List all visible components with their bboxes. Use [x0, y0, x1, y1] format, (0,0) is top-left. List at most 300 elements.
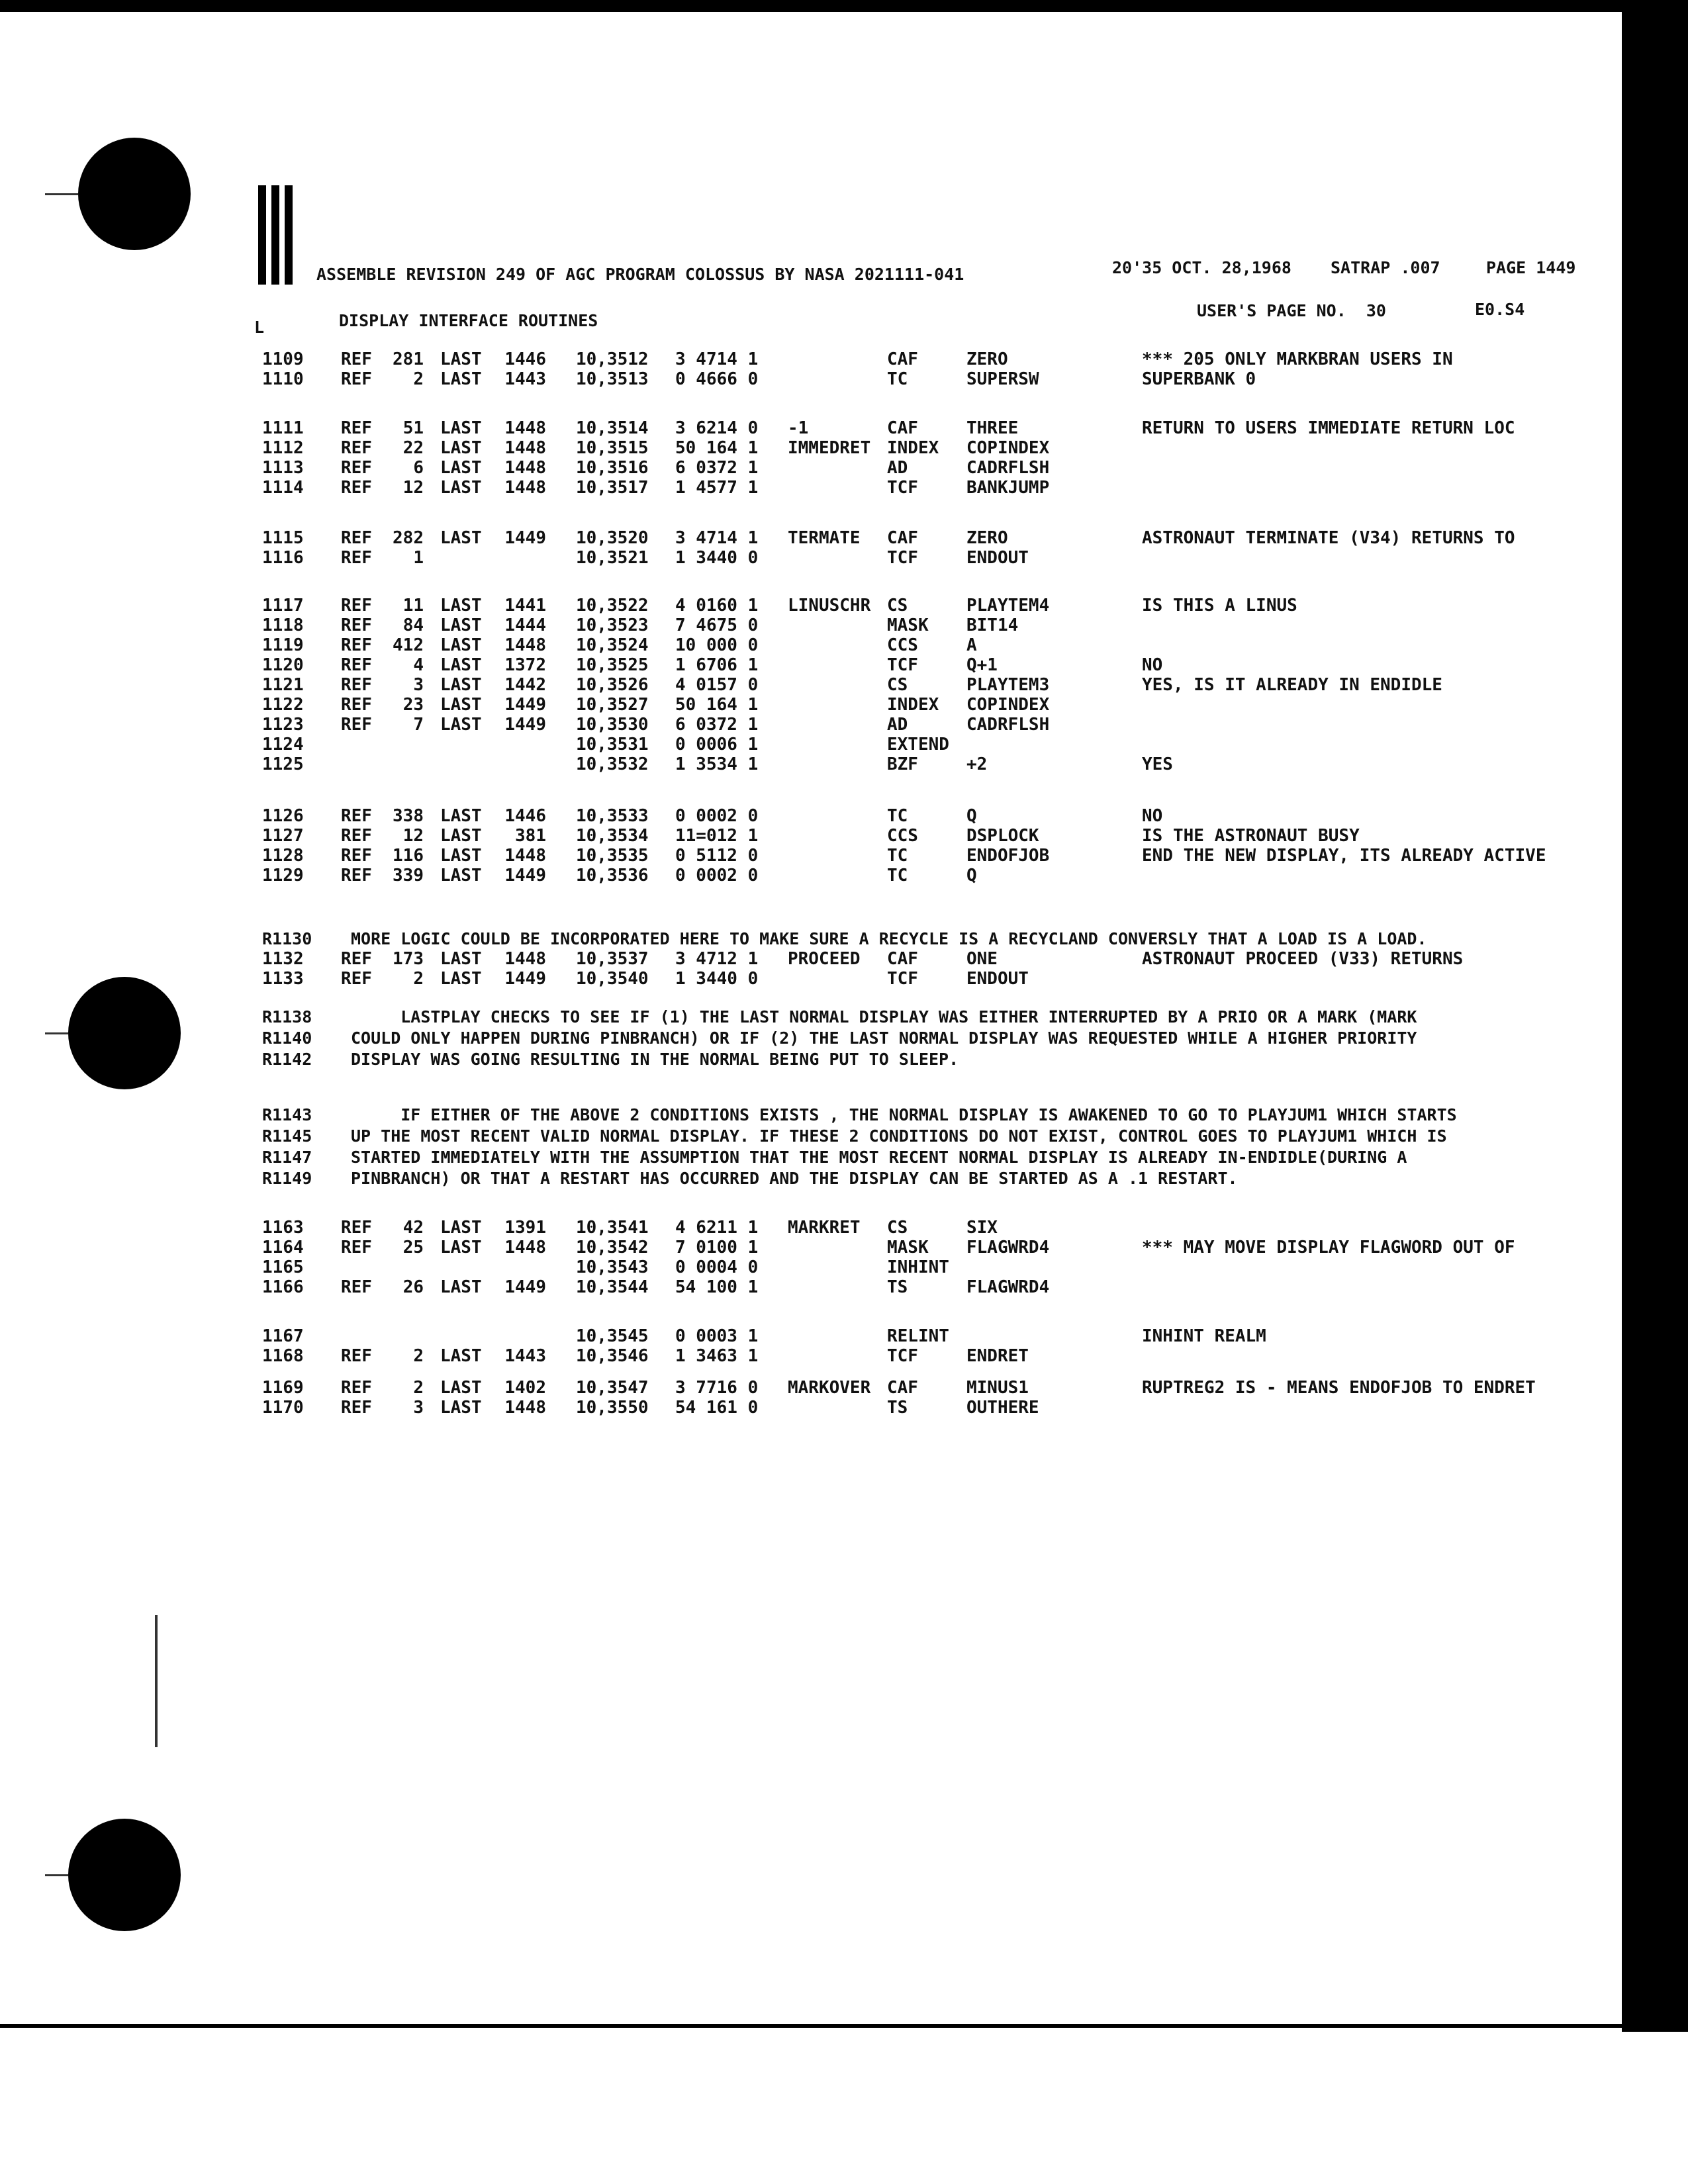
scan-mark [45, 193, 78, 195]
octal-word: 0 0004 0 [675, 1257, 759, 1277]
octal-word: 1 3534 1 [675, 754, 759, 774]
comment-line [0, 1007, 1622, 1030]
octal-word: 1 4577 1 [675, 478, 759, 498]
last-keyword: LAST [440, 349, 482, 369]
operand: ENDOUT [966, 969, 1029, 989]
octal-word: 1 3440 0 [675, 548, 759, 568]
line-number: 1167 [262, 1326, 304, 1346]
line-number: 1124 [262, 735, 304, 754]
operand: Q [966, 806, 977, 826]
address: 10,3530 [576, 715, 649, 735]
octal-word: 0 0002 0 [675, 866, 759, 886]
ref-count: 7 [413, 715, 424, 735]
line-number: 1120 [262, 655, 304, 675]
ref-count: 51 [402, 418, 424, 438]
octal-word: 10 000 0 [675, 635, 759, 655]
last-keyword: LAST [440, 826, 482, 846]
listing-row [0, 418, 1622, 438]
octal-word: 3 6214 0 [675, 418, 759, 438]
operand: Q+1 [966, 655, 998, 675]
last-keyword: LAST [440, 418, 482, 438]
octal-word: 1 3463 1 [675, 1346, 759, 1366]
listing-row [0, 866, 1622, 886]
ref-count: 2 [413, 1346, 424, 1366]
opcode: TCF [887, 548, 918, 568]
comment: END THE NEW DISPLAY, ITS ALREADY ACTIVE [1142, 846, 1546, 866]
ref-count: 6 [413, 458, 424, 478]
address: 10,3522 [576, 596, 649, 615]
last-line: 1446 [504, 349, 546, 369]
octal-word: 3 4712 1 [675, 949, 759, 969]
last-keyword: LAST [440, 596, 482, 615]
last-keyword: LAST [440, 969, 482, 989]
address: 10,3534 [576, 826, 649, 846]
ref-keyword: REF [341, 478, 372, 498]
ref-count: 2 [413, 969, 424, 989]
comment-line [0, 1028, 1622, 1051]
last-line: 1402 [504, 1378, 546, 1398]
line-number: R1145 [262, 1126, 312, 1146]
opcode: CS [887, 596, 908, 615]
operand: ZERO [966, 349, 1008, 369]
line-number: 1170 [262, 1398, 304, 1418]
listing-row [0, 438, 1622, 458]
address: 10,3540 [576, 969, 649, 989]
comment-line [0, 1148, 1622, 1170]
opcode: TCF [887, 969, 918, 989]
scan-mark [45, 1874, 68, 1876]
listing-row [0, 458, 1622, 478]
listing-row [0, 615, 1622, 635]
octal-word: 7 0100 1 [675, 1238, 759, 1257]
operand: CADRFLSH [966, 715, 1050, 735]
last-line: 1442 [504, 675, 546, 695]
ref-keyword: REF [341, 1218, 372, 1238]
ref-count: 12 [402, 478, 424, 498]
line-number: R1149 [262, 1169, 312, 1188]
line-number: R1138 [262, 1007, 312, 1026]
last-line: 1448 [504, 458, 546, 478]
operand: FLAGWRD4 [966, 1277, 1050, 1297]
tally-bars [257, 185, 297, 285]
opcode: TS [887, 1277, 908, 1297]
last-keyword: LAST [440, 1238, 482, 1257]
line-number: 1114 [262, 478, 304, 498]
ref-keyword: REF [341, 826, 372, 846]
comment-line [0, 1050, 1622, 1072]
last-keyword: LAST [440, 949, 482, 969]
octal-word: 11=012 1 [675, 826, 759, 846]
operand: ONE [966, 949, 998, 969]
address: 10,3514 [576, 418, 649, 438]
ref-keyword: REF [341, 1346, 372, 1366]
line-number: 1133 [262, 969, 304, 989]
address: 10,3537 [576, 949, 649, 969]
opcode: TCF [887, 655, 918, 675]
last-keyword: LAST [440, 695, 482, 715]
ref-keyword: REF [341, 1398, 372, 1418]
operand: CADRFLSH [966, 458, 1050, 478]
ref-count: 2 [413, 369, 424, 389]
comment: YES [1142, 754, 1173, 774]
address: 10,3515 [576, 438, 649, 458]
last-line: 1449 [504, 528, 546, 548]
opcode: INDEX [887, 438, 939, 458]
octal-word: 6 0372 1 [675, 458, 759, 478]
last-line: 1449 [504, 715, 546, 735]
last-line: 1448 [504, 846, 546, 866]
listing-row [0, 735, 1622, 754]
last-keyword: LAST [440, 1218, 482, 1238]
comment-text: UP THE MOST RECENT VALID NORMAL DISPLAY. IF THESE 2 CONDITIONS DO NOT EXIST, CONTROL GOES TO PLAYJUM1 WHICH IS [351, 1126, 1447, 1146]
ref-keyword: REF [341, 1238, 372, 1257]
opcode: CAF [887, 349, 918, 369]
octal-word: 0 0002 0 [675, 806, 759, 826]
address: 10,3536 [576, 866, 649, 886]
label: LINUSCHR [788, 596, 871, 615]
last-keyword: LAST [440, 635, 482, 655]
listing-row [0, 949, 1622, 969]
comment-line [0, 929, 1622, 952]
line-number: 1164 [262, 1238, 304, 1257]
line-number: 1128 [262, 846, 304, 866]
operand: ENDRET [966, 1346, 1029, 1366]
address: 10,3517 [576, 478, 649, 498]
ref-keyword: REF [341, 438, 372, 458]
comment-text: LASTPLAY CHECKS TO SEE IF (1) THE LAST NORMAL DISPLAY WAS EITHER INTERRUPTED BY A PRIO OR A MARK (MARK [351, 1007, 1417, 1026]
last-keyword: LAST [440, 715, 482, 735]
opcode: CS [887, 1218, 908, 1238]
line-number: 1116 [262, 548, 304, 568]
operand: ENDOUT [966, 548, 1029, 568]
opcode: TC [887, 866, 908, 886]
listing-row [0, 548, 1622, 568]
operand: SIX [966, 1218, 998, 1238]
comment-text: MORE LOGIC COULD BE INCORPORATED HERE TO MAKE SURE A RECYCLE IS A RECYCLAND CONVERSLY THAT A LOAD IS A LOAD. [351, 929, 1427, 948]
operand: FLAGWRD4 [966, 1238, 1050, 1257]
comment-line [0, 1169, 1622, 1191]
ref-count: 173 [393, 949, 424, 969]
punch-hole [78, 138, 191, 250]
last-keyword: LAST [440, 369, 482, 389]
line-number: 1129 [262, 866, 304, 886]
operand: COPINDEX [966, 695, 1050, 715]
scan-mark [155, 1615, 158, 1747]
comment-text: STARTED IMMEDIATELY WITH THE ASSUMPTION THAT THE MOST RECENT NORMAL DISPLAY IS ALREADY IN-ENDIDLE(DURING A [351, 1148, 1407, 1167]
octal-word: 7 4675 0 [675, 615, 759, 635]
address: 10,3535 [576, 846, 649, 866]
line-number: R1130 [262, 929, 312, 948]
address: 10,3527 [576, 695, 649, 715]
last-keyword: LAST [440, 846, 482, 866]
last-line: 1446 [504, 806, 546, 826]
octal-word: 4 0157 0 [675, 675, 759, 695]
comment: SUPERBANK 0 [1142, 369, 1256, 389]
listing-row [0, 1257, 1622, 1277]
last-line: 1448 [504, 949, 546, 969]
last-keyword: LAST [440, 1398, 482, 1418]
comment: IS THIS A LINUS [1142, 596, 1297, 615]
line-number: 1122 [262, 695, 304, 715]
comment: ASTRONAUT PROCEED (V33) RETURNS [1142, 949, 1464, 969]
line-number: 1127 [262, 826, 304, 846]
last-keyword: LAST [440, 615, 482, 635]
opcode: AD [887, 458, 908, 478]
line-number: R1147 [262, 1148, 312, 1167]
ref-count: 282 [393, 528, 424, 548]
operand: THREE [966, 418, 1019, 438]
label: PROCEED [788, 949, 861, 969]
comment: INHINT REALM [1142, 1326, 1266, 1346]
last-line: 1448 [504, 1238, 546, 1257]
octal-word: 0 5112 0 [675, 846, 759, 866]
listing-row [0, 1378, 1622, 1398]
last-keyword: LAST [440, 866, 482, 886]
comment: NO [1142, 806, 1163, 826]
line-number: 1168 [262, 1346, 304, 1366]
operand: Q [966, 866, 977, 886]
opcode: TC [887, 806, 908, 826]
line-number: 1123 [262, 715, 304, 735]
opcode: EXTEND [887, 735, 949, 754]
line-number: 1166 [262, 1277, 304, 1297]
octal-word: 50 164 1 [675, 438, 759, 458]
ref-count: 281 [393, 349, 424, 369]
opcode: CAF [887, 418, 918, 438]
octal-word: 1 3440 0 [675, 969, 759, 989]
ref-keyword: REF [341, 458, 372, 478]
comment: YES, IS IT ALREADY IN ENDIDLE [1142, 675, 1442, 695]
section-marker: L [254, 318, 265, 337]
listing-row [0, 695, 1622, 715]
operand: MINUS1 [966, 1378, 1029, 1398]
line-number: 1118 [262, 615, 304, 635]
address: 10,3524 [576, 635, 649, 655]
line-number: 1165 [262, 1257, 304, 1277]
last-line: 381 [515, 826, 546, 846]
address: 10,3545 [576, 1326, 649, 1346]
ref-count: 84 [402, 615, 424, 635]
line-number: 1109 [262, 349, 304, 369]
line-number: 1126 [262, 806, 304, 826]
ref-count: 25 [402, 1238, 424, 1257]
ref-count: 412 [393, 635, 424, 655]
ref-keyword: REF [341, 715, 372, 735]
last-keyword: LAST [440, 478, 482, 498]
operand: PLAYTEM3 [966, 675, 1050, 695]
address: 10,3550 [576, 1398, 649, 1418]
comment: RETURN TO USERS IMMEDIATE RETURN LOC [1142, 418, 1515, 438]
opcode: CAF [887, 1378, 918, 1398]
ref-count: 42 [402, 1218, 424, 1238]
last-keyword: LAST [440, 675, 482, 695]
scan-border-right [1622, 0, 1688, 2032]
opcode: TCF [887, 478, 918, 498]
listing-row [0, 1346, 1622, 1366]
ref-keyword: REF [341, 635, 372, 655]
last-keyword: LAST [440, 1378, 482, 1398]
label: MARKRET [788, 1218, 861, 1238]
last-keyword: LAST [440, 1346, 482, 1366]
operand: OUTHERE [966, 1398, 1039, 1418]
comment: ASTRONAUT TERMINATE (V34) RETURNS TO [1142, 528, 1515, 548]
last-line: 1448 [504, 418, 546, 438]
operand: +2 [966, 754, 988, 774]
comment-line [0, 1105, 1622, 1128]
address: 10,3513 [576, 369, 649, 389]
octal-word: 0 4666 0 [675, 369, 759, 389]
opcode: MASK [887, 1238, 929, 1257]
octal-word: 3 4714 1 [675, 528, 759, 548]
operand: BIT14 [966, 615, 1019, 635]
octal-word: 50 164 1 [675, 695, 759, 715]
opcode: INDEX [887, 695, 939, 715]
last-line: 1391 [504, 1218, 546, 1238]
opcode: MASK [887, 615, 929, 635]
line-number: 1110 [262, 369, 304, 389]
listing-row [0, 715, 1622, 735]
user-page-number: USER'S PAGE NO. 30 [1197, 301, 1386, 320]
label: -1 [788, 418, 809, 438]
ref-count: 338 [393, 806, 424, 826]
listing-row [0, 596, 1622, 615]
line-number: 1115 [262, 528, 304, 548]
ref-keyword: REF [341, 1378, 372, 1398]
line-number: 1169 [262, 1378, 304, 1398]
last-keyword: LAST [440, 458, 482, 478]
listing-row [0, 1218, 1622, 1238]
opcode: CAF [887, 528, 918, 548]
address: 10,3521 [576, 548, 649, 568]
last-keyword: LAST [440, 1277, 482, 1297]
address: 10,3512 [576, 349, 649, 369]
operand: SUPERSW [966, 369, 1039, 389]
operand: ENDOFJOB [966, 846, 1050, 866]
opcode: TC [887, 846, 908, 866]
ref-keyword: REF [341, 596, 372, 615]
address: 10,3542 [576, 1238, 649, 1257]
octal-word: 54 161 0 [675, 1398, 759, 1418]
ref-keyword: REF [341, 806, 372, 826]
ref-keyword: REF [341, 349, 372, 369]
operand: PLAYTEM4 [966, 596, 1050, 615]
opcode: CAF [887, 949, 918, 969]
ref-count: 11 [402, 596, 424, 615]
listing-row [0, 478, 1622, 498]
last-keyword: LAST [440, 806, 482, 826]
section-title: DISPLAY INTERFACE ROUTINES [339, 311, 598, 330]
octal-word: 54 100 1 [675, 1277, 759, 1297]
ref-count: 116 [393, 846, 424, 866]
opcode: TCF [887, 1346, 918, 1366]
address: 10,3525 [576, 655, 649, 675]
address: 10,3541 [576, 1218, 649, 1238]
label: TERMATE [788, 528, 861, 548]
ref-count: 12 [402, 826, 424, 846]
listing-row [0, 655, 1622, 675]
ref-count: 1 [413, 548, 424, 568]
address: 10,3547 [576, 1378, 649, 1398]
ref-keyword: REF [341, 949, 372, 969]
last-keyword: LAST [440, 655, 482, 675]
address: 10,3543 [576, 1257, 649, 1277]
listing-row [0, 806, 1622, 826]
listing-row [0, 635, 1622, 655]
last-line: 1372 [504, 655, 546, 675]
listing-row [0, 1277, 1622, 1297]
last-line: 1449 [504, 695, 546, 715]
ref-keyword: REF [341, 418, 372, 438]
line-number: 1121 [262, 675, 304, 695]
last-line: 1441 [504, 596, 546, 615]
punch-hole [68, 1819, 181, 1931]
operand: A [966, 635, 977, 655]
last-line: 1443 [504, 369, 546, 389]
ref-keyword: REF [341, 615, 372, 635]
comment: IS THE ASTRONAUT BUSY [1142, 826, 1360, 846]
opcode: RELINT [887, 1326, 949, 1346]
last-keyword: LAST [440, 438, 482, 458]
line-number: 1117 [262, 596, 304, 615]
listing-row [0, 349, 1622, 369]
ref-count: 3 [413, 1398, 424, 1418]
comment-text: PINBRANCH) OR THAT A RESTART HAS OCCURRED AND THE DISPLAY CAN BE STARTED AS A .1 RESTART. [351, 1169, 1238, 1188]
page-code: E0.S4 [1475, 300, 1525, 319]
opcode: CS [887, 675, 908, 695]
page-number: PAGE 1449 [1486, 258, 1576, 277]
ref-keyword: REF [341, 548, 372, 568]
opcode: BZF [887, 754, 918, 774]
listing-row [0, 675, 1622, 695]
last-line: 1444 [504, 615, 546, 635]
octal-word: 3 4714 1 [675, 349, 759, 369]
ref-keyword: REF [341, 866, 372, 886]
ref-keyword: REF [341, 369, 372, 389]
line-number: 1113 [262, 458, 304, 478]
address: 10,3523 [576, 615, 649, 635]
listing-row [0, 1326, 1622, 1346]
line-number: R1143 [262, 1105, 312, 1124]
scan-border-bottom [0, 2024, 1642, 2028]
opcode: TS [887, 1398, 908, 1418]
label: MARKOVER [788, 1378, 871, 1398]
ref-count: 26 [402, 1277, 424, 1297]
ref-keyword: REF [341, 695, 372, 715]
operand: ZERO [966, 528, 1008, 548]
address: 10,3532 [576, 754, 649, 774]
line-number: 1132 [262, 949, 304, 969]
last-line: 1443 [504, 1346, 546, 1366]
scan-border-top [0, 0, 1688, 12]
listing-row [0, 846, 1622, 866]
address: 10,3531 [576, 735, 649, 754]
operand: COPINDEX [966, 438, 1050, 458]
listing-row [0, 1398, 1622, 1418]
listing-row [0, 969, 1622, 989]
ref-keyword: REF [341, 846, 372, 866]
listing-row [0, 369, 1622, 389]
comment: *** 205 ONLY MARKBRAN USERS IN [1142, 349, 1453, 369]
comment-text: COULD ONLY HAPPEN DURING PINBRANCH) OR IF (2) THE LAST NORMAL DISPLAY WAS REQUESTED WHILE A HIGHER PRIORITY [351, 1028, 1417, 1048]
octal-word: 0 0006 1 [675, 735, 759, 754]
comment: NO [1142, 655, 1163, 675]
address: 10,3526 [576, 675, 649, 695]
address: 10,3544 [576, 1277, 649, 1297]
last-line: 1449 [504, 1277, 546, 1297]
comment-text: IF EITHER OF THE ABOVE 2 CONDITIONS EXISTS , THE NORMAL DISPLAY IS AWAKENED TO GO TO PLAYJUM1 WHICH STARTS [351, 1105, 1457, 1124]
ref-count: 23 [402, 695, 424, 715]
line-number: 1119 [262, 635, 304, 655]
